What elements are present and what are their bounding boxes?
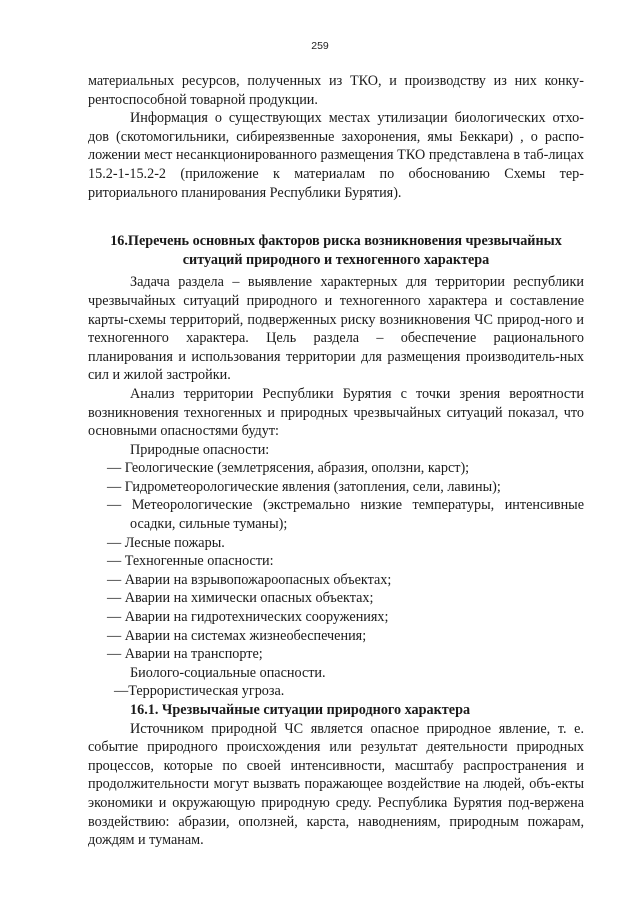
tech-hazards-heading: — Техногенные опасности: (107, 553, 274, 570)
paragraph-natural-source: Источником природной ЧС является опасное природное явление, т. е. событие природного происхождения или результат деятельности природных процессов, которые по своей интенсивности, масштабу распространения и продолжительности могут вызвать поражающее воздействие на людей, объ-екты экономики и окружающую природную среду. Республика Бурятия под-вержена воздействию: абразии, оползней, карста, наводнениям, природным пожарам, дождям и туманам. (88, 720, 584, 849)
list-item-natural: — Лесные пожары. (107, 534, 225, 551)
page-content (88, 72, 584, 850)
list-item-natural: — Геологические (землетрясения, абразия, оползни, карст); (107, 460, 470, 477)
paragraph-continuation: материальных ресурсов, полученных из ТКО, и производству из них конку-рентоспособной товарной продукции. (88, 73, 584, 108)
page-number: 259 (311, 40, 329, 52)
natural-hazards-heading: Природные опасности: (130, 441, 270, 458)
list-item-tech: — Аварии на взрывопожароопасных объектах; (107, 571, 392, 588)
subsection-heading: 16.1. Чрезвычайные ситуации природного характера (130, 702, 471, 718)
list-item-tech: — Аварии на транспорте; (107, 646, 263, 663)
list-item-tech: — Аварии на гидротехнических сооружениях; (107, 609, 389, 626)
paragraph-analysis: Анализ территории Республики Бурятия с точки зрения вероятности возникновения техногенных и природных чрезвычайных ситуаций показал, что основными опасностями будут: (88, 385, 584, 440)
paragraph-task: Задача раздела – выявление характерных для территории республики чрезвычайных ситуаций природного и техногенного характера и составление карты-схемы территорий, подверженных риску возникновения ЧС природ-ного и техногенного характера. Цель раздела – обеспечение рационального планирования и использования территории для размещения производитель-ных сил и жилой застройки. (88, 274, 584, 384)
bio-social-hazards: Биолого-социальные опасности. (130, 664, 326, 681)
paragraph-waste-info: Информация о существующих местах утилизации биологических отхо-дов (скотомогильники, сибиреязвенные захоронения, ямы Беккари) , о распо-ложении мест несанкционированного размещения ТКО представлена в таб-лицах 15.2-1-15.2-2 (приложение к материалам по обоснованию Схемы тер-риториального планирования Республики Бурятия). (88, 110, 584, 201)
section-heading: 16.Перечень основных факторов риска возникновения чрезвычайных ситуаций природного и техногенного характера (110, 233, 562, 268)
terror-threat-item: —Террористическая угроза. (114, 683, 285, 700)
list-item-tech: — Аварии на химически опасных объектах; (107, 590, 374, 607)
list-item-natural: — Метеорологические (экстремально низкие температуры, интенсивные осадки, сильные туманы); (107, 497, 584, 533)
list-item-natural: — Гидрометеорологические явления (затопления, сели, лавины); (107, 478, 501, 495)
list-item-tech: — Аварии на системах жизнеобеспечения; (107, 627, 367, 644)
